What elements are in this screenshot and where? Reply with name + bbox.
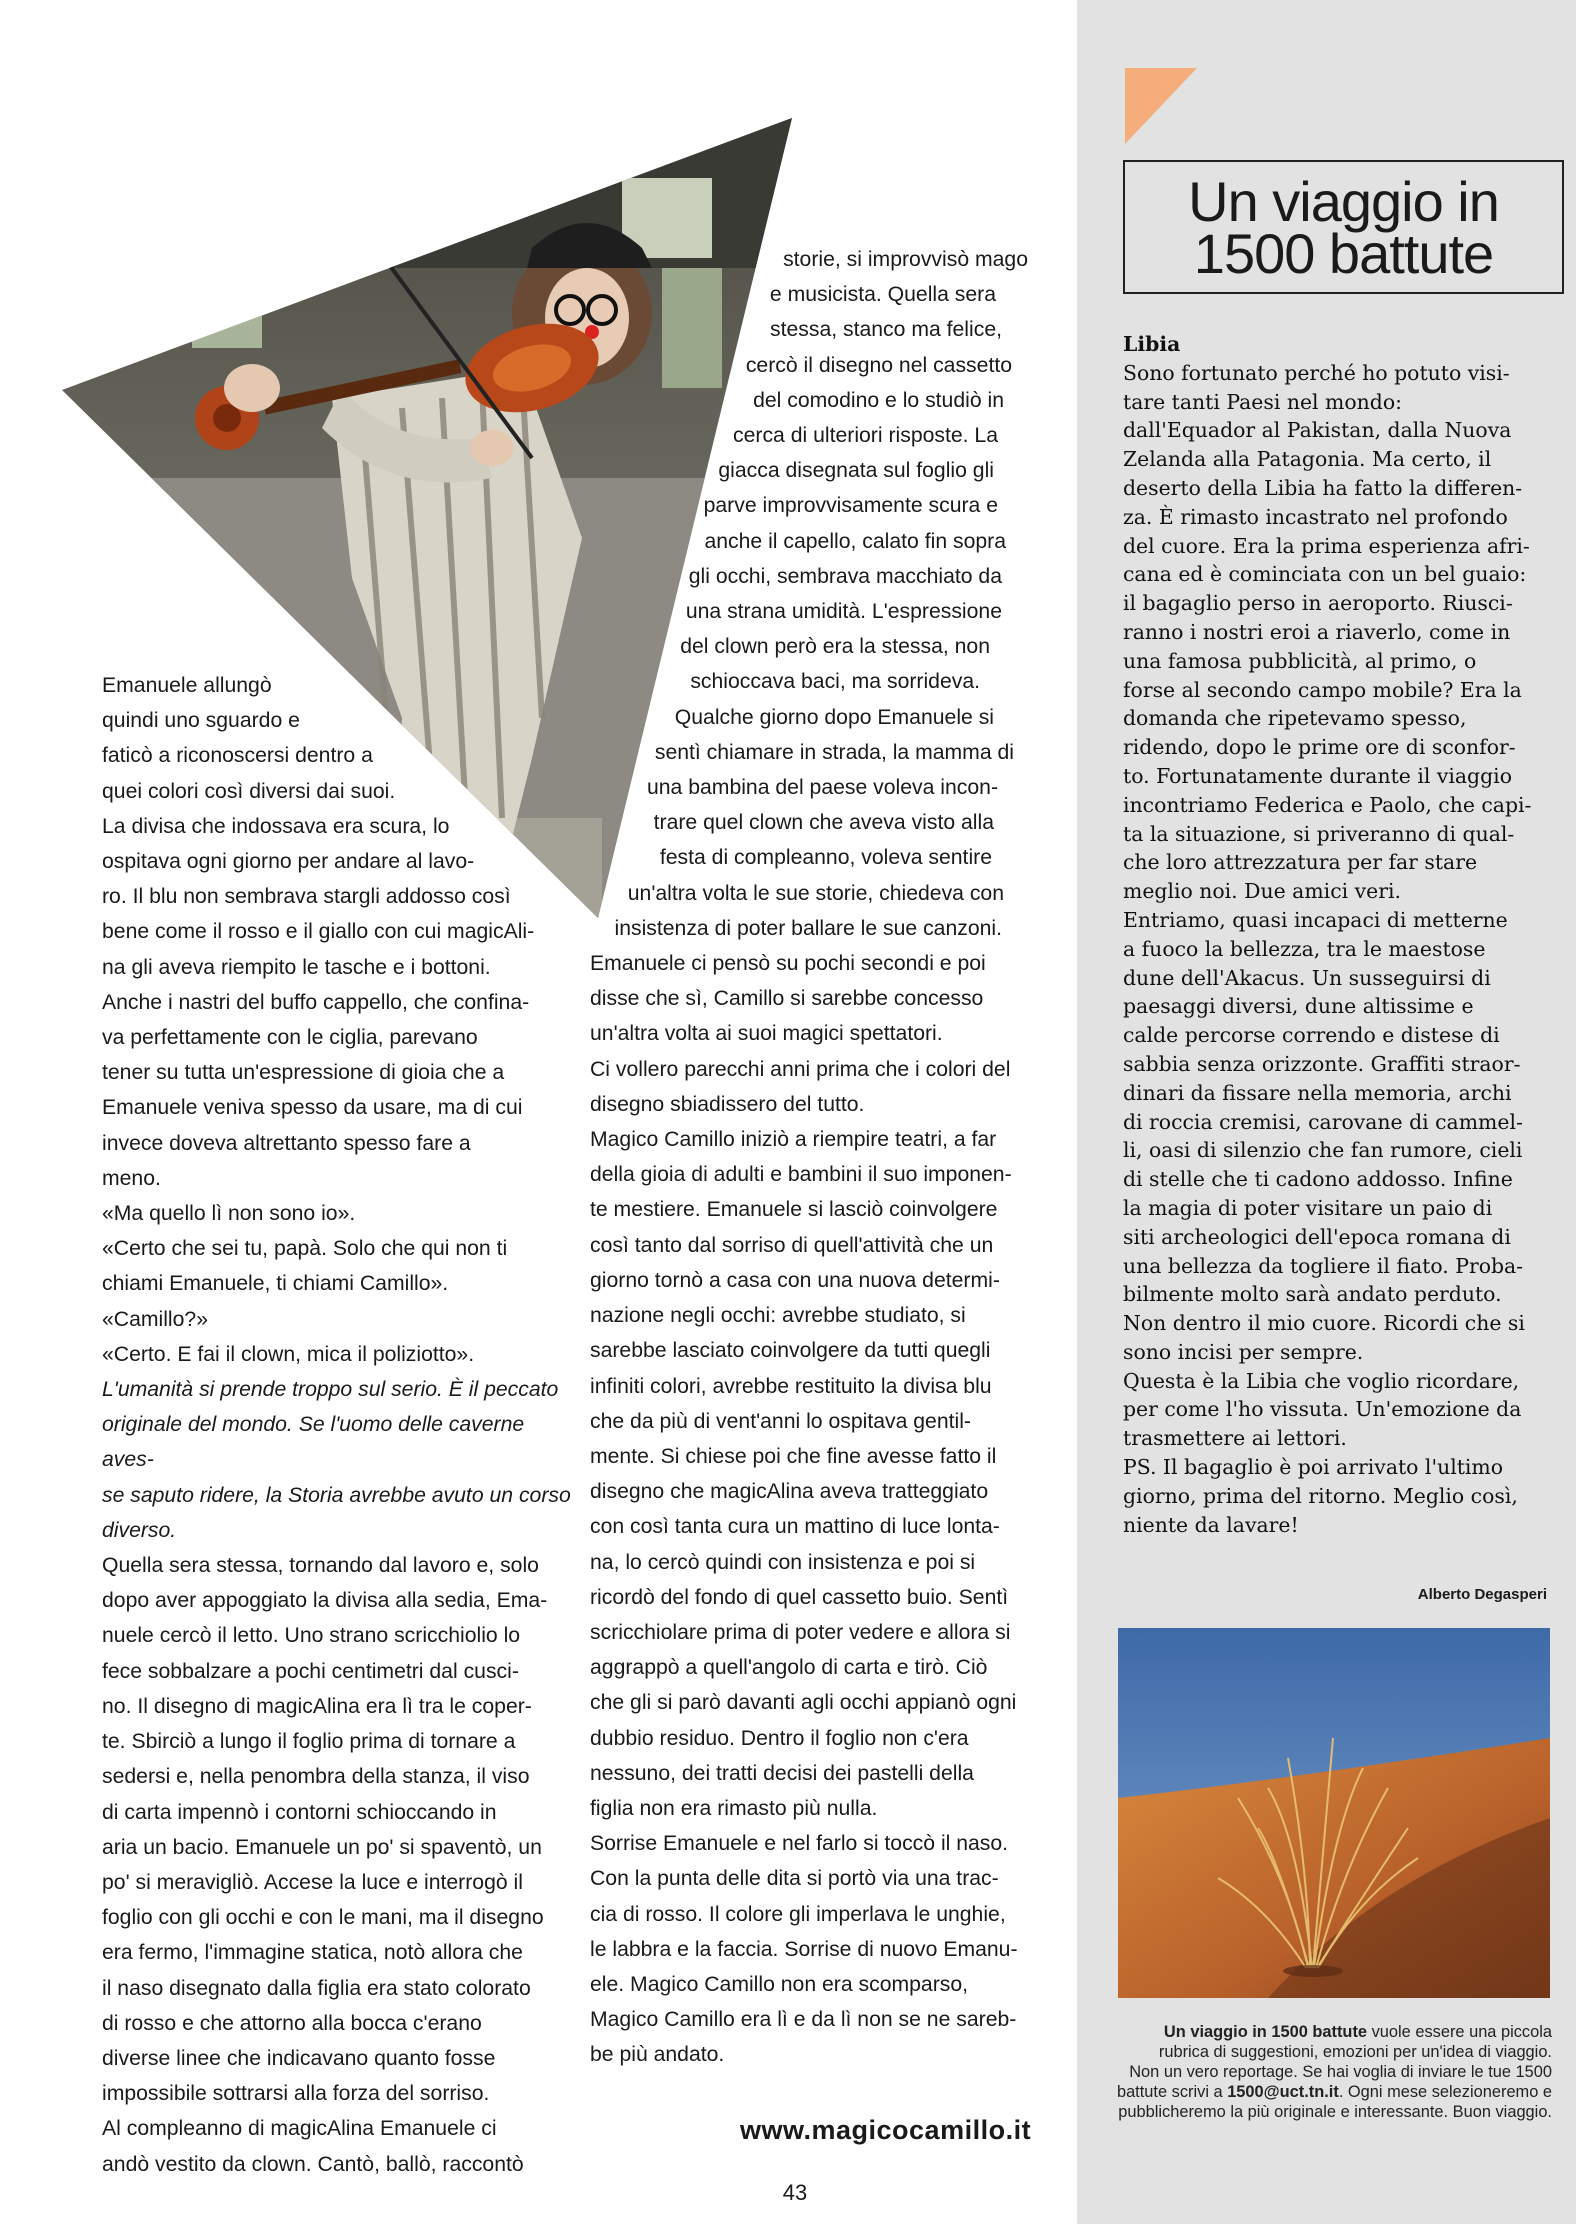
text-line: di carta impennò i contorni schioccando in xyxy=(102,1800,497,1824)
text-line: di roccia cremisi, carovane di cammel- xyxy=(1123,1109,1523,1134)
text-line: scricchiolare prima di poter vedere e allora si xyxy=(590,1620,1011,1644)
text-line: diverso. xyxy=(102,1518,177,1542)
text-line: za. È rimasto incastrato nel profondo xyxy=(1123,504,1508,529)
article-column-middle xyxy=(590,242,1040,2073)
text-line: figlia non era rimasto più nulla. xyxy=(590,1796,878,1820)
left-body xyxy=(102,809,572,1372)
text-line: un'altra volta ai suoi magici spettatori. xyxy=(590,1022,943,1046)
text-line: «Certo che sei tu, papà. Solo che qui non ti xyxy=(102,1237,508,1261)
text-line: del cuore. Era la prima esperienza afri- xyxy=(1123,533,1530,558)
text-line: impossibile sottrarsi alla forza del sorriso. xyxy=(102,2082,490,2106)
text-line: aggrappò a quell'angolo di carta e tirò. Ciò xyxy=(590,1656,988,1680)
text-line: domanda che ripetevamo spesso, xyxy=(1123,706,1467,731)
intro-lines xyxy=(102,668,572,809)
text-line: nazione negli occhi: avrebbe studiato, si xyxy=(590,1304,966,1328)
text-line: la magia di poter visitare un paio di xyxy=(1123,1195,1493,1220)
text-line: to. Fortunatamente durante il viaggio xyxy=(1123,763,1512,788)
text-line: meno. xyxy=(102,1166,161,1190)
text-line: dune dell'Akacus. Un susseguirsi di xyxy=(1123,965,1491,990)
text-line: tare tanti Paesi nel mondo: xyxy=(1123,389,1402,414)
text-line: era fermo, l'immagine statica, notò allora che xyxy=(102,1941,523,1965)
text-line: una famosa pubblicità, al primo, o xyxy=(1123,648,1477,673)
text-line: Qualche giorno dopo Emanuele si xyxy=(674,705,994,729)
text-line: PS. Il bagaglio è poi arrivato l'ultimo xyxy=(1123,1455,1504,1480)
text-line: andò vestito da clown. Cantò, ballò, raccontò xyxy=(102,2152,524,2176)
sidebar-title-line1: Un viaggio in xyxy=(1188,170,1499,233)
caption-text: battute scrivi a xyxy=(1116,2083,1228,2101)
text-line: del clown però era la stessa, non xyxy=(680,635,990,659)
text-line: Entriamo, quasi incapaci di metterne xyxy=(1123,907,1508,932)
text-line: Anche i nastri del buffo cappello, che confina- xyxy=(102,990,530,1014)
text-line: e musicista. Quella sera xyxy=(769,283,996,307)
caption-text: vuole essere una piccola xyxy=(1367,2023,1552,2041)
text-line: «Certo. E fai il clown, mica il poliziotto». xyxy=(102,1342,475,1366)
text-line: meglio noi. Due amici veri. xyxy=(1123,879,1401,904)
text-line: di stelle che ti cadono addosso. Infine xyxy=(1123,1167,1513,1192)
text-line: storie, si improvvisò mago xyxy=(783,248,1028,271)
text-line: foglio con gli occhi e con le mani, ma il disegno xyxy=(102,1906,544,1930)
text-line: dall'Equador al Pakistan, dalla Nuova xyxy=(1123,418,1512,443)
text-line: forse al secondo campo mobile? Era la xyxy=(1123,677,1522,702)
text-line: così tanto dal sorriso di quell'attività che un xyxy=(590,1233,994,1257)
text-line: deserto della Libia ha fatto la differen- xyxy=(1123,475,1523,500)
text-line: tener su tutta un'espressione di gioia che a xyxy=(102,1061,505,1085)
text-line: sarebbe lasciato coinvolgere da tutti quegli xyxy=(590,1339,991,1363)
desert-photo xyxy=(1118,1628,1550,1998)
text-line: siti archeologici dell'epoca romana di xyxy=(1123,1224,1511,1249)
text-line: ranno i nostri eroi a riaverlo, come in xyxy=(1123,619,1511,644)
sidebar-article xyxy=(1123,330,1563,1539)
caption-text: . Ogni mese selezioneremo e xyxy=(1338,2083,1552,2101)
text-line: che loro attrezzatura per far stare xyxy=(1123,850,1478,875)
text-line: cia di rosso. Il colore gli imperlava le unghie, xyxy=(590,1902,1006,1926)
text-line: insistenza di poter ballare le sue canzoni. xyxy=(614,916,1002,940)
text-line: ricordò del fondo di quel cassetto buio. Sentì xyxy=(590,1585,1009,1609)
text-line: invece doveva altrettanto spesso fare a xyxy=(102,1131,471,1155)
text-line: sono incisi per sempre. xyxy=(1123,1339,1364,1364)
text-line: con così tanta cura un mattino di luce lonta- xyxy=(590,1515,1000,1539)
text-line: Questa è la Libia che voglio ricordare, xyxy=(1123,1368,1520,1393)
text-line: Zelanda alla Patagonia. Ma certo, il xyxy=(1123,447,1492,472)
text-line: Non dentro il mio cuore. Ricordi che si xyxy=(1123,1311,1525,1336)
text-line: un'altra volta le sue storie, chiedeva con xyxy=(627,881,1004,905)
caption-email[interactable]: 1500@uct.tn.it xyxy=(1227,2083,1339,2101)
text-line: di rosso e che attorno alla bocca c'erano xyxy=(102,2011,482,2035)
text-line: sentì chiamare in strada, la mamma di xyxy=(654,740,1014,764)
text-line: dopo aver appoggiato la divisa alla sedia, Ema- xyxy=(102,1589,548,1613)
text-line: quindi uno sguardo e xyxy=(102,709,300,733)
text-line: aria un bacio. Emanuele un po' si spaventò, un xyxy=(102,1835,542,1859)
text-line: La divisa che indossava era scura, lo xyxy=(102,814,450,838)
text-line: il naso disegnato dalla figlia era stato colorato xyxy=(102,1976,531,2000)
text-line: dubbio residuo. Dentro il foglio non c'era xyxy=(590,1726,969,1750)
text-line: dinari da fissare nella memoria, archi xyxy=(1123,1080,1512,1105)
text-line: Con la punta delle dita si portò via una trac- xyxy=(590,1867,999,1891)
text-line: parve improvvisamente scura e xyxy=(703,494,998,518)
text-line: incontriamo Federica e Paolo, che capi- xyxy=(1123,792,1532,817)
text-line: ridendo, dopo le prime ore di sconfor- xyxy=(1123,735,1516,760)
text-line: Ci vollero parecchi anni prima che i colori del xyxy=(590,1057,1011,1081)
text-line: L'umanità si prende troppo sul serio. È il peccato xyxy=(102,1378,559,1402)
text-line: disse che sì, Camillo si sarebbe concesso xyxy=(590,987,984,1011)
caption-line: Non un vero reportage. Se hai voglia di inviare le tue 1500 xyxy=(1129,2063,1552,2081)
text-line: il bagaglio perso in aeroporto. Riusci- xyxy=(1123,591,1513,616)
text-line: le labbra e la faccia. Sorrise di nuovo Emanu- xyxy=(590,1937,1018,1961)
text-line: festa di compleanno, voleva sentire xyxy=(659,846,992,870)
sidebar-heading: Libia xyxy=(1123,332,1181,356)
text-line: Emanuele veniva spesso da usare, ma di cui xyxy=(102,1096,523,1120)
text-line: quei colori così diversi dai suoi. xyxy=(102,779,396,803)
text-line: che gli si parò davanti agli occhi appianò ogni xyxy=(590,1691,1017,1715)
text-line: fece sobbalzare a pochi centimetri dal cusci- xyxy=(102,1659,519,1683)
text-line: no. Il disegno di magicAlina era lì tra le coper- xyxy=(102,1694,532,1718)
text-line: Emanuele allungò xyxy=(102,674,272,697)
text-line: na gli aveva riempito le tasche e i bottoni. xyxy=(102,955,491,979)
text-line: a fuoco la bellezza, tra le maestose xyxy=(1123,936,1486,961)
text-line: gli occhi, sembrava macchiato da xyxy=(688,564,1002,588)
text-line: Emanuele ci pensò su pochi secondi e poi xyxy=(590,952,986,976)
text-line: originale del mondo. Se l'uomo delle caverne aves- xyxy=(102,1413,525,1472)
caption-line xyxy=(1110,2022,1552,2042)
text-line: chiami Emanuele, ti chiami Camillo». xyxy=(102,1272,449,1296)
text-line: per come l'ho vissuta. Un'emozione da xyxy=(1123,1397,1522,1422)
text-line: una bambina del paese voleva incon- xyxy=(646,776,998,800)
text-line: schioccava baci, ma sorrideva. xyxy=(690,670,980,694)
text-line: Al compleanno di magicAlina Emanuele ci xyxy=(102,2117,497,2141)
text-line: be più andato. xyxy=(590,2043,725,2067)
caption-line xyxy=(1110,2082,1552,2102)
quote-italic xyxy=(102,1372,572,1548)
text-line: te. Sbirciò a lungo il foglio prima di tornare a xyxy=(102,1730,516,1754)
text-line: della gioia di adulti e bambini il suo imponen- xyxy=(590,1163,1012,1187)
text-line: disegno sbiadissero del tutto. xyxy=(590,1092,865,1116)
text-line: «Camillo?» xyxy=(102,1307,208,1331)
text-line: li, oasi di silenzio che fan rumore, cieli xyxy=(1123,1138,1523,1163)
left-body-end xyxy=(102,1548,572,2182)
text-line: disegno che magicAlina aveva tratteggiato xyxy=(590,1480,989,1504)
text-line: niente da lavare! xyxy=(1123,1512,1299,1537)
text-line: te mestiere. Emanuele si lasciò coinvolgere xyxy=(590,1198,998,1222)
text-line: giorno tornò a casa con una nuova determi- xyxy=(590,1268,1000,1292)
text-line: una strana umidità. L'espressione xyxy=(685,600,1002,624)
text-line: trare quel clown che aveva visto alla xyxy=(653,811,994,835)
text-line: sedersi e, nella penombra della stanza, il viso xyxy=(102,1765,530,1789)
caption-bold: Un viaggio in 1500 battute xyxy=(1163,2023,1368,2041)
website-link[interactable]: www.magicocamillo.it xyxy=(740,2115,1032,2145)
article-column-left xyxy=(102,668,572,2182)
sidebar-title-line2: 1500 battute xyxy=(1193,222,1494,285)
text-line: nessuno, dei tratti decisi dei pastelli della xyxy=(590,1761,974,1785)
author-name: Alberto Degasperi xyxy=(1417,1586,1547,1603)
text-line: ospitava ogni giorno per andare al lavo- xyxy=(102,850,475,874)
text-line: una bellezza da togliere il fiato. Proba- xyxy=(1123,1253,1524,1278)
text-line: giacca disegnata sul foglio gli xyxy=(718,459,994,483)
text-line: Sorrise Emanuele e nel farlo si toccò il naso. xyxy=(590,1832,1009,1856)
text-line: ro. Il blu non sembrava stargli addosso così xyxy=(102,885,511,909)
text-line: del comodino e lo studiò in xyxy=(753,388,1004,412)
text-line: na, lo cercò quindi con insistenza e poi si xyxy=(590,1550,976,1574)
text-line: mente. Si chiese poi che fine avesse fatto il xyxy=(590,1444,997,1468)
page-number: 43 xyxy=(782,2180,808,2205)
text-line: se saputo ridere, la Storia avrebbe avuto un corso xyxy=(102,1483,571,1507)
sidebar-title-box xyxy=(1123,160,1564,294)
text-line: stessa, stanco ma felice, xyxy=(770,318,1002,342)
mid-body xyxy=(590,946,1040,2073)
text-line: bene come il rosso e il giallo con cui magicAli- xyxy=(102,920,535,944)
text-line: ta la situazione, si priveranno di qual- xyxy=(1123,821,1515,846)
text-line: Sono fortunato perché ho potuto visi- xyxy=(1123,360,1510,385)
text-line: bilmente molto sarà andato perduto. xyxy=(1123,1282,1502,1307)
text-line: calde percorse correndo e distese di xyxy=(1123,1023,1500,1048)
corner-accent xyxy=(1125,68,1197,144)
text-line: anche il capello, calato fin sopra xyxy=(704,529,1006,553)
text-line: nuele cercò il letto. Uno strano scricchiolio lo xyxy=(102,1624,521,1648)
text-line: Magico Camillo iniziò a riempire teatri, a far xyxy=(590,1128,997,1152)
text-line: faticò a riconoscersi dentro a xyxy=(102,744,373,768)
shaped-lines xyxy=(590,242,1028,946)
text-line: Magico Camillo era lì e da lì non se ne sareb- xyxy=(590,2008,1017,2032)
caption-line: pubblicheremo la più originale e interessante. Buon viaggio. xyxy=(1118,2103,1552,2121)
text-line: va perfettamente con le ciglia, parevano xyxy=(102,1026,478,1050)
text-line: diverse linee che indicavano quanto fosse xyxy=(102,2046,496,2070)
text-line: trasmettere ai lettori. xyxy=(1123,1426,1347,1451)
sidebar-caption xyxy=(1110,2022,1552,2122)
text-line: cerca di ulteriori risposte. La xyxy=(733,424,998,448)
text-line: ele. Magico Camillo non era scomparso, xyxy=(590,1972,969,1996)
text-line: infiniti colori, avrebbe restituito la divisa blu xyxy=(590,1374,992,1398)
text-line: cana ed è cominciata con un bel guaio: xyxy=(1123,562,1527,587)
text-line: cercò il disegno nel cassetto xyxy=(745,353,1012,377)
text-line: giorno, prima del ritorno. Meglio così, xyxy=(1123,1483,1518,1508)
caption-line: rubrica di suggestioni, emozioni per un'idea di viaggio. xyxy=(1158,2043,1552,2061)
text-line: paesaggi diversi, dune altissime e xyxy=(1123,994,1474,1019)
text-line: «Ma quello lì non sono io». xyxy=(102,1202,356,1226)
text-line: che da più di vent'anni lo ospitava gentil- xyxy=(590,1409,971,1433)
text-line: po' si meravigliò. Accese la luce e interrogò il xyxy=(102,1870,523,1894)
text-line: Quella sera stessa, tornando dal lavoro e, solo xyxy=(102,1554,539,1578)
text-line: sabbia senza orizzonte. Graffiti straor- xyxy=(1123,1051,1521,1076)
